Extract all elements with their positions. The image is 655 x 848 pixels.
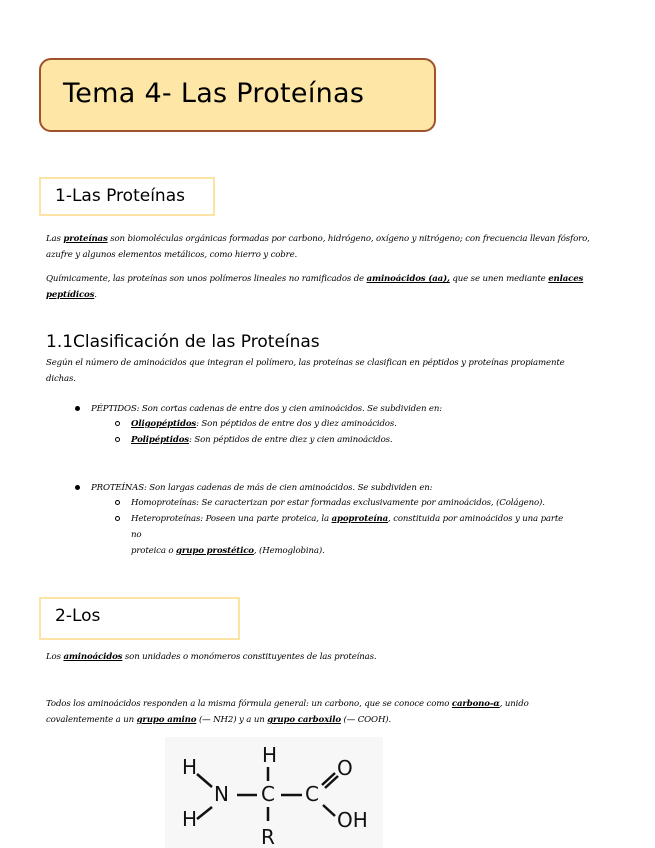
text: . [94, 290, 97, 300]
list-item-proteinas: PROTEÍNAS: Son largas cadenas de más de cien aminoácidos. Se subdividen en: [91, 483, 433, 493]
atom-h: H [182, 755, 198, 779]
sub-bullet [115, 516, 120, 521]
bond [197, 807, 212, 819]
page-title: Tema 4- Las Proteínas [63, 78, 365, 109]
text: Todos los aminoácidos responden a la misma fórmula general: un carbono, que se conoce como [46, 699, 452, 709]
bond [197, 774, 212, 787]
sub-bullet [115, 421, 120, 426]
section-heading-box [39, 177, 215, 216]
text: : Son péptidos de entre diez y cien aminoácidos. [189, 435, 393, 445]
text: (— NH2) y a un [196, 715, 268, 725]
bold-term: grupo prostético [176, 546, 254, 556]
text: covalentemente a un [46, 715, 137, 725]
text: Químicamente, las proteínas son unos polímeros lineales no ramificados de [46, 274, 367, 284]
bold-term: carbono-α [451, 699, 500, 709]
text: que se unen mediante [449, 274, 549, 284]
text: son biomoléculas orgánicas formadas por carbono, hidrógeno, oxígeno y nitrógeno; con frecuencia llevan fósforo, [107, 234, 590, 244]
sub-bullet [115, 437, 120, 442]
bold-term: Polipéptidos [131, 435, 189, 445]
text: , unido [499, 699, 529, 709]
atom-c-alpha: C [261, 782, 275, 806]
atom-oh: OH [337, 808, 368, 832]
atom-n: N [214, 782, 229, 806]
paragraph-aminoacids-formula [46, 696, 591, 728]
atom-h: H [182, 807, 198, 831]
paragraph-proteins-definition [46, 231, 591, 263]
text: Los [46, 652, 64, 662]
section-heading: 1-Las Proteínas [55, 186, 185, 206]
subsection-heading: 1.1Clasificación de las Proteínas [46, 332, 320, 352]
text: son unidades o monómeros constituyentes de las proteínas. [122, 652, 377, 662]
text: Las [46, 234, 64, 244]
bold-term: proteínas [63, 234, 108, 244]
text: Según el número de aminoácidos que integran el polímero, las proteínas se clasifican en péptidos y proteínas propiamente [46, 358, 565, 368]
text: (— COOH). [340, 715, 392, 725]
title-box [39, 58, 436, 132]
bold-term: aminoácidos [63, 652, 123, 662]
paragraph-classification-intro [46, 355, 591, 387]
sub-bullet [115, 500, 120, 505]
sub-list-item-homoproteinas: Homoproteínas: Se caracterizan por estar formadas exclusivamente por aminoácidos, (Colágeno). [131, 498, 545, 508]
amino-acid-structure-figure [165, 737, 383, 848]
bold-term: grupo carboxilo [267, 715, 341, 725]
text: dichas. [46, 374, 76, 384]
section-heading-box [39, 597, 240, 640]
list-item-peptidos: PÉPTIDOS: Son cortas cadenas de entre dos y cien aminoácidos. Se subdividen en: [91, 404, 443, 414]
bold-term: grupo amino [136, 715, 197, 725]
sub-list-item-heteroproteinas [131, 511, 571, 559]
text: azufre y algunos elementos metálicos, como hierro y cobre. [46, 250, 298, 260]
atom-c-carboxyl: C [305, 782, 319, 806]
text: , constituida por aminoácidos y una parte no [131, 514, 564, 540]
section-heading: 2-Los [55, 606, 101, 626]
text: proteica o [131, 546, 176, 556]
sub-list-item-polipeptidos [131, 432, 655, 448]
amino-acid-structure-diagram [165, 737, 383, 848]
sub-list-item-oligopeptidos [131, 416, 655, 432]
text: : Son péptidos de entre dos y diez aminoácidos. [196, 419, 397, 429]
bold-term: Oligopéptidos [131, 419, 197, 429]
paragraph-proteins-chemistry [46, 271, 591, 303]
bullet [75, 406, 80, 411]
text: , (Hemoglobina). [253, 546, 325, 556]
bullet [75, 485, 80, 490]
bond [323, 805, 335, 816]
atom-h: H [262, 743, 278, 767]
paragraph-aminoacids-definition [46, 649, 591, 665]
bold-term: enlaces [548, 274, 584, 284]
bold-term: apoproteína [331, 514, 389, 524]
atom-o: O [337, 756, 353, 780]
bold-term: aminoácidos (aa), [366, 274, 450, 284]
atom-r: R [261, 825, 275, 848]
text: Heteroproteínas: Poseen una parte proteica, la [131, 514, 332, 524]
bold-term: peptídicos [46, 290, 95, 300]
